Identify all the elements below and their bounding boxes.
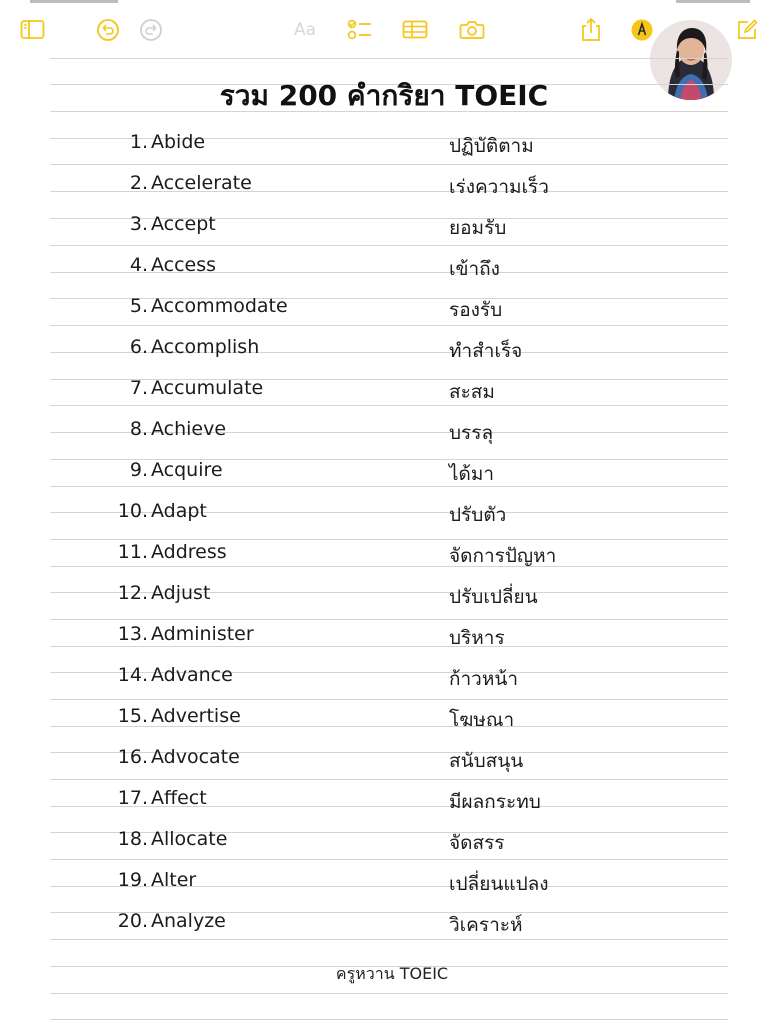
thai-meaning: ก้าวหน้า bbox=[449, 668, 519, 690]
list-item bbox=[0, 500, 768, 530]
ruled-line bbox=[50, 58, 728, 59]
list-item bbox=[0, 172, 768, 202]
item-number: 17. bbox=[117, 787, 148, 809]
item-number: 9. bbox=[129, 459, 148, 481]
thai-meaning: จัดการปัญหา bbox=[449, 545, 557, 567]
item-number: 18. bbox=[117, 828, 148, 850]
item-number: 5. bbox=[129, 295, 148, 317]
english-verb: Analyze bbox=[151, 910, 226, 932]
thai-meaning: ปรับเปลี่ยน bbox=[449, 586, 538, 608]
english-verb: Accelerate bbox=[151, 172, 252, 194]
thai-meaning: รองรับ bbox=[449, 299, 503, 321]
item-number: 19. bbox=[117, 869, 148, 891]
english-verb: Accomplish bbox=[151, 336, 260, 358]
english-verb: Accumulate bbox=[151, 377, 264, 399]
ruled-line bbox=[50, 699, 728, 700]
ruled-line bbox=[50, 164, 728, 165]
ruled-line bbox=[50, 859, 728, 860]
thai-meaning: ได้มา bbox=[449, 463, 495, 485]
thai-meaning: ปฏิบัติตาม bbox=[449, 135, 534, 157]
english-verb: Address bbox=[151, 541, 227, 563]
thai-meaning: บรรลุ bbox=[449, 422, 494, 444]
note-title: รวม 200 คำกริยา TOEIC bbox=[219, 79, 549, 112]
item-number: 6. bbox=[129, 336, 148, 358]
item-number: 15. bbox=[117, 705, 148, 727]
item-number: 14. bbox=[117, 664, 148, 686]
english-verb: Access bbox=[151, 254, 217, 276]
thai-meaning: จัดสรร bbox=[449, 832, 505, 854]
list-item bbox=[0, 131, 768, 161]
item-number: 3. bbox=[129, 213, 148, 235]
english-verb: Allocate bbox=[151, 828, 228, 850]
thai-meaning: บริหาร bbox=[449, 627, 505, 649]
list-item bbox=[0, 418, 768, 448]
thai-meaning: วิเคราะห์ bbox=[449, 914, 523, 936]
list-item bbox=[0, 746, 768, 776]
item-number: 12. bbox=[117, 582, 148, 604]
english-verb: Administer bbox=[151, 623, 254, 645]
item-number: 1. bbox=[129, 131, 148, 153]
item-number: 20. bbox=[117, 910, 148, 932]
thai-meaning: ยอมรับ bbox=[449, 217, 507, 239]
list-item bbox=[0, 664, 768, 694]
list-item bbox=[0, 582, 768, 612]
thai-meaning: ทำสำเร็จ bbox=[449, 340, 523, 362]
english-verb: Advance bbox=[151, 664, 233, 686]
list-item bbox=[0, 869, 768, 899]
thai-meaning: ปรับตัว bbox=[449, 504, 507, 526]
thai-meaning: เข้าถึง bbox=[449, 258, 500, 280]
ruled-line bbox=[50, 619, 728, 620]
list-item bbox=[0, 336, 768, 366]
thai-meaning: เร่งความเร็ว bbox=[449, 176, 549, 198]
item-number: 7. bbox=[129, 377, 148, 399]
english-verb: Abide bbox=[151, 131, 206, 153]
list-item bbox=[0, 295, 768, 325]
english-verb: Adjust bbox=[151, 582, 211, 604]
english-verb: Accommodate bbox=[151, 295, 288, 317]
english-verb: Accept bbox=[151, 213, 216, 235]
item-number: 4. bbox=[129, 254, 148, 276]
note-footer: ครูหวาน TOEIC bbox=[335, 964, 449, 983]
item-number: 2. bbox=[129, 172, 148, 194]
item-number: 8. bbox=[129, 418, 148, 440]
list-item bbox=[0, 254, 768, 284]
ruled-line bbox=[50, 245, 728, 246]
list-item bbox=[0, 828, 768, 858]
english-verb: Achieve bbox=[151, 418, 227, 440]
english-verb: Advocate bbox=[151, 746, 240, 768]
thai-meaning: สนับสนุน bbox=[449, 750, 524, 772]
list-item bbox=[0, 910, 768, 940]
english-verb: Acquire bbox=[151, 459, 223, 481]
english-verb: Adapt bbox=[151, 500, 207, 522]
list-item bbox=[0, 459, 768, 489]
thai-meaning: เปลี่ยนแปลง bbox=[449, 873, 549, 895]
thai-meaning: สะสม bbox=[449, 381, 495, 403]
item-number: 16. bbox=[117, 746, 148, 768]
ruled-line bbox=[50, 779, 728, 780]
english-verb: Advertise bbox=[151, 705, 241, 727]
english-verb: Affect bbox=[151, 787, 207, 809]
list-item bbox=[0, 377, 768, 407]
list-item bbox=[0, 623, 768, 653]
ruled-line bbox=[50, 539, 728, 540]
format-text-label: Aa bbox=[293, 20, 317, 40]
item-number: 13. bbox=[117, 623, 148, 645]
list-item bbox=[0, 541, 768, 571]
item-number: 11. bbox=[117, 541, 148, 563]
item-number: 10. bbox=[117, 500, 148, 522]
ruled-line bbox=[50, 325, 728, 326]
thai-meaning: มีผลกระทบ bbox=[449, 791, 541, 813]
english-verb: Alter bbox=[151, 869, 197, 891]
ruled-line bbox=[50, 993, 728, 994]
thai-meaning: โฆษณา bbox=[449, 709, 515, 731]
list-item bbox=[0, 705, 768, 735]
list-item bbox=[0, 787, 768, 817]
ruled-line bbox=[50, 1019, 728, 1020]
list-item bbox=[0, 213, 768, 243]
